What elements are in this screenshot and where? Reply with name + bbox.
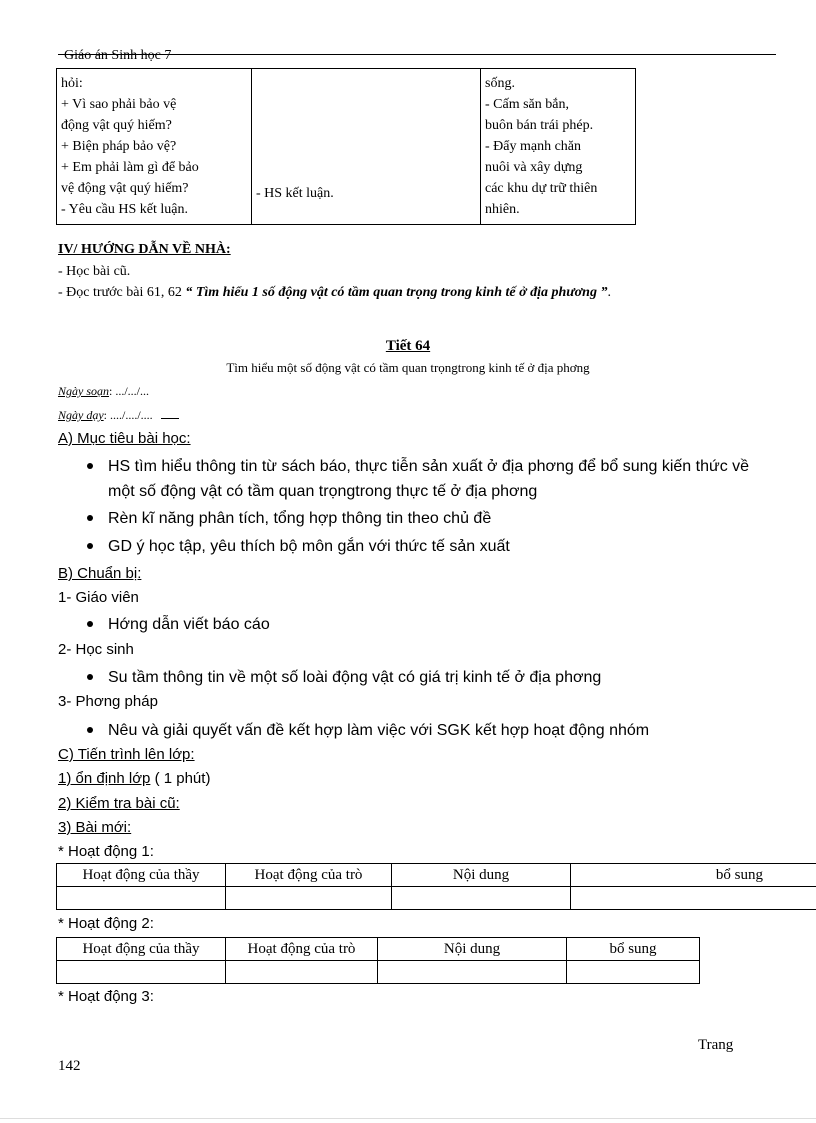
- text-line: - Yêu cầu HS kết luận.: [61, 202, 188, 217]
- ngay-soan-label: Ngày soạn: [58, 384, 109, 398]
- homework-item-1: - Học bài cũ.: [58, 264, 131, 279]
- table-row: [57, 961, 700, 984]
- step-1: [58, 770, 210, 787]
- col-header-teacher: Hoạt động của thầy: [57, 938, 226, 961]
- text-line: các khu dự trữ thiên: [485, 181, 598, 196]
- activity-2-table: [56, 937, 700, 984]
- lesson-subtitle: Tìm hiểu một số động vật có tầm quan trọngtrong kinh tế ở địa phơng: [226, 360, 590, 375]
- page-bottom-rule: [0, 1118, 816, 1119]
- teacher-activity-cell: [57, 69, 252, 225]
- table-row: [57, 69, 636, 225]
- table-row: [57, 887, 816, 910]
- table-cell: [567, 961, 700, 984]
- objective-1-line-2: một số động vật có tầm quan trọngtrong thực tế ở địa phơng: [108, 483, 538, 500]
- homework-item-2-suffix: .: [607, 285, 611, 300]
- footer-page-number: 142: [58, 1058, 81, 1074]
- col-header-content: Nội dung: [378, 938, 567, 961]
- text-line: nhiên.: [485, 202, 520, 217]
- col-header-student: Hoạt động của trò: [226, 938, 378, 961]
- table-cell: [226, 961, 378, 984]
- table-cell: [392, 887, 571, 910]
- step-1-label: 1) ổn định lớp: [58, 770, 151, 787]
- section-a-heading: A) Mục tiêu bài học:: [58, 430, 191, 447]
- col-header-supplement: bổ sung: [567, 938, 700, 961]
- footer-trang: Trang: [698, 1037, 734, 1053]
- table-cell: [571, 887, 816, 910]
- ngay-day: [58, 408, 179, 423]
- text-line: hỏi:: [61, 76, 83, 91]
- document-header-title: Giáo án Sinh học 7: [64, 48, 172, 63]
- continued-lesson-table: [56, 68, 636, 225]
- ngay-soan-value: : .../.../...: [109, 384, 150, 398]
- text-line: - HS kết luận.: [256, 186, 334, 201]
- text-line: - Cấm săn bắn,: [485, 97, 569, 112]
- section-b-heading: B) Chuẩn bị:: [58, 565, 142, 582]
- text-line: - Đẩy mạnh chăn: [485, 139, 582, 154]
- homework-item-2: [58, 285, 611, 301]
- activity-1-table: [56, 863, 816, 910]
- text-line: sống.: [485, 76, 515, 91]
- text-line: + Vì sao phải bảo vệ: [61, 97, 177, 112]
- teacher-heading: 1- Giáo viên: [58, 589, 139, 606]
- student-heading: 2- Học sinh: [58, 641, 134, 658]
- table-header-row: [57, 938, 700, 961]
- col-header-supplement: bổ sung: [571, 864, 816, 887]
- activity-2-label: * Hoạt động 2:: [58, 915, 154, 932]
- step-3: 3) Bài mới:: [58, 819, 132, 836]
- homework-item-2-title: “ Tìm hiểu 1 số động vật có tầm quan trọng trong kinh tế ở địa phương ”: [181, 285, 608, 300]
- student-item: Su tầm thông tin về một số loài động vật có giá trị kinh tế ở địa phơng: [108, 669, 602, 686]
- table-cell: [226, 887, 392, 910]
- section-c-heading: C) Tiến trình lên lớp:: [58, 746, 195, 763]
- bullet-icon: [87, 543, 93, 549]
- method-heading: 3- Phơng pháp: [58, 693, 158, 710]
- table-cell: [57, 887, 226, 910]
- bullet-icon: [87, 515, 93, 521]
- col-header-content: Nội dung: [392, 864, 571, 887]
- text-line: động vật quý hiếm?: [61, 118, 172, 133]
- bullet-icon: [87, 727, 93, 733]
- table-cell: [57, 961, 226, 984]
- text-line: + Biện pháp bảo vệ?: [61, 139, 177, 154]
- ngay-soan: [58, 384, 149, 399]
- teacher-item: Hớng dẫn viết báo cáo: [108, 616, 270, 633]
- homework-item-2-text: - Đọc trước bài 61, 62: [58, 285, 182, 300]
- method-item: Nêu và giải quyết vấn đề kết hợp làm việc với SGK kết hợp hoạt động nhóm: [108, 722, 650, 739]
- blank-rule: [161, 418, 179, 419]
- student-activity-cell: [252, 69, 481, 225]
- text-line: buôn bán trái phép.: [485, 118, 594, 133]
- homework-heading: IV/ HƯỚNG DẪN VỀ NHÀ:: [58, 242, 231, 257]
- table-header-row: [57, 864, 816, 887]
- lesson-title: Tiết 64: [385, 338, 431, 354]
- objective-1-line-1: HS tìm hiểu thông tin từ sách báo, thực tiễn sản xuất ở địa phơng để bổ sung kiến thức về: [108, 458, 750, 475]
- text-line: nuôi và xây dựng: [485, 160, 583, 175]
- activity-1-label: * Hoạt động 1:: [58, 843, 154, 860]
- col-header-student: Hoạt động của trò: [226, 864, 392, 887]
- objective-3: GD ý học tập, yêu thích bộ môn gắn với thức tế sản xuất: [108, 538, 510, 555]
- step-1-suffix: ( 1 phút): [150, 770, 211, 787]
- text-line: vệ động vật quý hiếm?: [61, 181, 189, 196]
- ngay-day-value: : ..../..../....: [103, 408, 153, 422]
- step-2: 2) Kiểm tra bài cũ:: [58, 795, 180, 812]
- objective-2: Rèn kĩ năng phân tích, tổng hợp thông tin theo chủ đề: [108, 510, 492, 527]
- col-header-teacher: Hoạt động của thầy: [57, 864, 226, 887]
- ngay-day-label: Ngày dạy: [58, 408, 104, 422]
- header-rule: [58, 54, 776, 55]
- content-cell: [481, 69, 636, 225]
- table-cell: [378, 961, 567, 984]
- activity-3-label: * Hoạt động 3:: [58, 988, 154, 1005]
- text-line: + Em phải làm gì để bảo: [61, 160, 199, 175]
- bullet-icon: [87, 621, 93, 627]
- bullet-icon: [87, 463, 93, 469]
- bullet-icon: [87, 674, 93, 680]
